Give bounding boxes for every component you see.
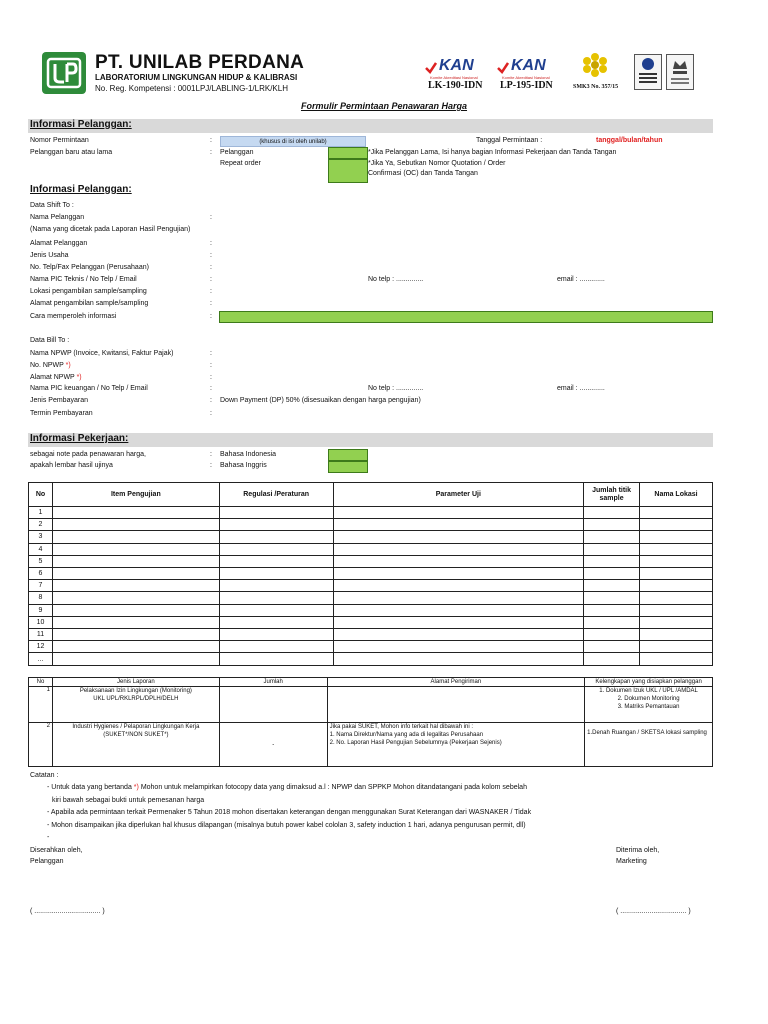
label-finance-pic: Nama PIC keuangan / No Telp / Email: [30, 385, 148, 392]
handed-by-label: Diserahkan oleh,: [30, 847, 83, 854]
smk3-number: SMK3 No. 357/15: [573, 84, 619, 90]
table-row: [29, 653, 713, 666]
test-items-body: [29, 507, 713, 666]
colon: :: [210, 264, 212, 271]
kan-code-2: LP-195-IDN: [500, 80, 553, 91]
regulation-cell[interactable]: [219, 543, 333, 555]
note-old-customer: *Jika Pelanggan Lama, Isi hanya bagian Informasi Pekerjaan dan Tanda Tangan: [368, 149, 617, 156]
col-no: No: [29, 483, 53, 507]
colon: :: [210, 214, 212, 221]
report-table: [28, 677, 713, 767]
col-quantity: Jumlah: [219, 678, 327, 687]
test-item-cell[interactable]: [52, 641, 219, 653]
note-1-text-b: Mohon untuk melampirkan fotocopy data yang dimaksud a.l : NPWP dan SPPKP Mohon ditandatangani pada kolom sebelah: [140, 784, 527, 791]
colon: :: [210, 451, 212, 458]
check-icon: [425, 62, 437, 74]
label-customer-type: Pelanggan baru atau lama: [30, 149, 113, 156]
regulation-cell[interactable]: [219, 555, 333, 567]
option-repeat-order: Repeat order: [220, 160, 261, 167]
received-by-role: Marketing: [616, 858, 647, 865]
colon: :: [210, 276, 212, 283]
regulation-cell[interactable]: [219, 653, 333, 666]
colon: :: [210, 288, 212, 295]
table-row: [29, 641, 713, 653]
section-title-customer-info: Informasi Pelanggan:: [30, 184, 132, 195]
row-no: 6: [29, 567, 53, 579]
company-name: PT. UNILAB PERDANA: [95, 52, 305, 73]
test-item-cell[interactable]: [52, 592, 219, 604]
location-cell[interactable]: [640, 580, 713, 592]
check-icon: [497, 62, 509, 74]
report-type-line: (SUKET*/NON SUKET*): [103, 732, 169, 738]
finance-pic-email[interactable]: email : .............: [557, 385, 605, 392]
row-no: 4: [29, 543, 53, 555]
kan-sub-1: Komite Akreditasi Nasional: [430, 75, 478, 80]
info-source-field[interactable]: [219, 311, 713, 323]
received-by-label: Diterima oleh,: [616, 847, 660, 854]
row-no: 9: [29, 604, 53, 616]
regulation-cell[interactable]: [219, 616, 333, 628]
requirement-line: 1.Denah Ruangan / SKETSA lokasi sampling: [587, 730, 707, 736]
row-no: 7: [29, 580, 53, 592]
test-item-cell[interactable]: [52, 507, 219, 519]
col-customer-requirements: Kelengkapan yang disiapkan pelanggan: [585, 678, 713, 687]
table-row: [29, 628, 713, 640]
parameter-cell[interactable]: [333, 653, 584, 666]
sample-points-cell[interactable]: [584, 519, 640, 531]
parameter-cell[interactable]: [333, 592, 584, 604]
test-item-cell[interactable]: [52, 580, 219, 592]
label-business-type: Jenis Usaha: [30, 252, 69, 259]
note-confirmation: Confirmasi (OC) dan Tanda Tangan: [368, 170, 478, 177]
colon: :: [210, 350, 212, 357]
request-date-field[interactable]: tanggal/bulan/tahun: [596, 137, 663, 144]
checkbox-repeat-order[interactable]: [328, 159, 368, 183]
request-number-hint: (khusus di isi oleh unilab): [259, 139, 327, 145]
row-no: 2: [29, 519, 53, 531]
parameter-cell[interactable]: [333, 507, 584, 519]
regulation-cell[interactable]: [219, 567, 333, 579]
company-logo-icon: [42, 52, 86, 94]
test-item-cell[interactable]: [52, 543, 219, 555]
sample-points-cell[interactable]: [584, 604, 640, 616]
label-company-phone: No. Telp/Fax Pelanggan (Perusahaan): [30, 264, 149, 271]
label-sampling-address: Alamat pengambilan sample/sampling: [30, 300, 149, 307]
sample-points-cell[interactable]: [584, 616, 640, 628]
label-sampling-location: Lokasi pengambilan sample/sampling: [30, 288, 147, 295]
test-item-cell[interactable]: [52, 628, 219, 640]
checkbox-indonesian[interactable]: [328, 449, 368, 461]
regulation-cell[interactable]: [219, 592, 333, 604]
row-no: 12: [29, 641, 53, 653]
table-row: [29, 531, 713, 543]
row-no: 3: [29, 531, 53, 543]
note-3: - Mohon disampaikan jika diperlukan hal khusus dilapangan (misalnya butuh power kabel cololan 3, safety induction 1 hari, adanya pengurusan permit, dll): [47, 822, 526, 829]
sample-points-cell[interactable]: [584, 653, 640, 666]
checkbox-english[interactable]: [328, 461, 368, 473]
parameter-cell[interactable]: [333, 519, 584, 531]
colon: :: [210, 240, 212, 247]
requirement-line: 3. Matriks Pemantauan: [617, 704, 680, 710]
technical-pic-email[interactable]: email : .............: [557, 276, 605, 283]
col-regulation: Regulasi /Peraturan: [219, 483, 333, 507]
table-row: [29, 604, 713, 616]
colon: :: [210, 362, 212, 369]
parameter-cell[interactable]: [333, 641, 584, 653]
ukas-seal: [666, 54, 694, 90]
requirements-cell: [585, 723, 713, 767]
location-cell[interactable]: [640, 604, 713, 616]
label-npwp-address: [30, 374, 82, 381]
test-item-cell[interactable]: [52, 531, 219, 543]
test-item-cell[interactable]: [52, 567, 219, 579]
npwp-address-text: Alamat NPWP: [30, 374, 75, 381]
parameter-cell[interactable]: [333, 580, 584, 592]
location-cell[interactable]: [640, 628, 713, 640]
table-row: [29, 555, 713, 567]
option-english: Bahasa Inggris: [220, 462, 267, 469]
label-ship-to: Data Shift To :: [30, 202, 74, 209]
location-cell[interactable]: [640, 641, 713, 653]
request-number-field[interactable]: [220, 136, 366, 147]
location-cell[interactable]: [640, 653, 713, 666]
label-language-q2: apakah lembar hasil ujinya: [30, 462, 113, 469]
address-line: 2. No. Laporan Hasil Pengujian Sebelumnya (Pekerjaan Sejenis): [329, 740, 502, 746]
checkbox-customer[interactable]: [328, 147, 368, 159]
address-cell[interactable]: [327, 687, 585, 723]
table-row: [29, 519, 713, 531]
requirements-cell: [585, 687, 713, 723]
col-test-item: Item Pengujian: [52, 483, 219, 507]
label-technical-pic: Nama PIC Teknis / No Telp / Email: [30, 276, 137, 283]
regulation-cell[interactable]: [219, 531, 333, 543]
colon: :: [210, 313, 212, 320]
label-customer-name: Nama Pelanggan: [30, 214, 85, 221]
sample-points-cell[interactable]: [584, 555, 640, 567]
test-item-cell[interactable]: [52, 519, 219, 531]
row-no: 10: [29, 616, 53, 628]
requirement-line: 2. Dokumen Monitoring: [617, 696, 680, 702]
option-customer: Pelanggan: [220, 149, 254, 156]
npwp-number-text: No. NPWP: [30, 362, 64, 369]
kan-brand-2: KAN: [510, 57, 546, 74]
label-payment-term: Termin Pembayaran: [30, 410, 93, 417]
table-row: [29, 723, 713, 767]
row-no: 8: [29, 592, 53, 604]
location-cell[interactable]: [640, 555, 713, 567]
regulation-cell[interactable]: [219, 519, 333, 531]
col-location: Nama Lokasi: [640, 483, 713, 507]
section-title-job: Informasi Pekerjaan:: [30, 433, 129, 444]
note-quotation: *Jika Ya, Sebutkan Nomor Quotation / Order: [368, 160, 506, 167]
table-row: [29, 580, 713, 592]
kan-sub-2: Komite Akreditasi Nasional: [502, 75, 550, 80]
section-bar-job: [28, 433, 713, 447]
kan-logo-1: [425, 57, 474, 75]
table-row: [29, 543, 713, 555]
parameter-cell[interactable]: [333, 616, 584, 628]
iso-seal: [634, 54, 662, 90]
label-info-source: Cara memperoleh informasi: [30, 313, 117, 320]
test-item-cell[interactable]: [52, 616, 219, 628]
row-no: ...: [29, 653, 53, 666]
section-title-customer: Informasi Pelanggan:: [30, 119, 132, 130]
colon: :: [210, 462, 212, 469]
note-4: -: [47, 834, 50, 841]
table-row: [29, 507, 713, 519]
required-mark: *): [76, 374, 82, 381]
address-line: Jika pakai SUKET, Mohon info terkait hal dibawah ini :: [329, 724, 474, 730]
location-cell[interactable]: [640, 519, 713, 531]
label-language-q1: sebagai note pada penawaran harga,: [30, 451, 146, 458]
test-items-table: [28, 482, 713, 666]
label-npwp-number: [30, 362, 71, 369]
test-item-cell[interactable]: [52, 604, 219, 616]
payment-type-value: Down Payment (DP) 50% (disesuaikan dengan harga pengujian): [220, 397, 421, 404]
required-mark: *): [133, 784, 139, 791]
label-payment-type: Jenis Pembayaran: [30, 397, 88, 404]
table-row: [29, 592, 713, 604]
report-type-line: UKL UPL/RKLRPL/DPLH/DELH: [93, 696, 179, 702]
col-shipping-address: Alamat Pengiriman: [327, 678, 585, 687]
location-cell[interactable]: [640, 616, 713, 628]
report-type-cell: [52, 723, 219, 767]
customer-signature-line[interactable]: ( .................................. ): [30, 908, 105, 915]
address-line: 1. Nama Direktur/Nama yang ada di legalitas Perusahaan: [329, 732, 484, 738]
crown-badge-icon: [667, 55, 693, 89]
marketing-signature-line[interactable]: ( .................................. ): [616, 908, 691, 915]
parameter-cell[interactable]: [333, 531, 584, 543]
iso-badge-icon: [635, 55, 661, 89]
required-mark: *): [65, 362, 71, 369]
sample-points-cell[interactable]: [584, 628, 640, 640]
regulation-cell[interactable]: [219, 507, 333, 519]
regulation-cell[interactable]: [219, 580, 333, 592]
row-no: 1: [29, 507, 53, 519]
quantity-cell[interactable]: -: [219, 723, 327, 767]
regulation-cell[interactable]: [219, 641, 333, 653]
colon: :: [210, 137, 212, 144]
label-customer-name-note: (Nama yang dicetak pada Laporan Hasil Pengujian): [30, 226, 191, 233]
parameter-cell[interactable]: [333, 543, 584, 555]
kan-logo-2: [497, 57, 546, 75]
table-row: [29, 687, 713, 723]
technical-pic-phone[interactable]: No telp : ..............: [368, 276, 424, 283]
colon: :: [210, 252, 212, 259]
col-parameter: Parameter Uji: [333, 483, 584, 507]
row-no: 1: [29, 687, 53, 723]
label-customer-address: Alamat Pelanggan: [30, 240, 88, 247]
parameter-cell[interactable]: [333, 567, 584, 579]
table-row: [29, 567, 713, 579]
note-2: - Apabila ada permintaan terkait Permenaker 5 Tahun 2018 mohon disertakan keterangan dengan menggunakan Surat Keterangan dari WASNAKER / Tidak: [47, 809, 532, 816]
test-item-cell[interactable]: [52, 653, 219, 666]
colon: :: [210, 397, 212, 404]
handed-by-role: Pelanggan: [30, 858, 64, 865]
row-no: 2: [29, 723, 53, 767]
kan-code-1: LK-190-IDN: [428, 80, 483, 91]
location-cell[interactable]: [640, 543, 713, 555]
notes-title: Catatan :: [30, 772, 59, 779]
lab-name: LABORATORIUM LINGKUNGAN HIDUP & KALIBRASI: [95, 73, 298, 82]
sample-points-cell[interactable]: [584, 507, 640, 519]
row-no: 5: [29, 555, 53, 567]
parameter-cell[interactable]: [333, 555, 584, 567]
col-sample-points: Jumlah titik sample: [584, 483, 640, 507]
sample-points-cell[interactable]: [584, 543, 640, 555]
quantity-cell[interactable]: [219, 687, 327, 723]
colon: :: [210, 300, 212, 307]
col-report-type: Jenis Laporan: [52, 678, 219, 687]
report-type-line: Industri Hygienes / Pelaporan Lingkungan Kerja: [72, 724, 200, 730]
note-1: [47, 784, 527, 791]
label-npwp-name: Nama NPWP (Invoice, Kwitansi, Faktur Pajak): [30, 350, 174, 357]
colon: :: [210, 149, 212, 156]
address-cell[interactable]: [327, 723, 585, 767]
option-indonesian: Bahasa Indonesia: [220, 451, 277, 458]
parameter-cell[interactable]: [333, 628, 584, 640]
sample-points-cell[interactable]: [584, 531, 640, 543]
location-cell[interactable]: [640, 507, 713, 519]
smk3-emblem: [582, 52, 608, 84]
company-logo: [42, 52, 86, 94]
sample-points-cell[interactable]: [584, 641, 640, 653]
note-1-text: - Untuk data yang bertanda: [47, 784, 132, 791]
regulation-cell[interactable]: [219, 604, 333, 616]
label-request-number: Nomor Permintaan: [30, 137, 89, 144]
test-item-cell[interactable]: [52, 555, 219, 567]
report-type-cell: [52, 687, 219, 723]
regulation-cell[interactable]: [219, 628, 333, 640]
colon: :: [210, 410, 212, 417]
report-type-line: Pelaksanaan Izin Lingkungan (Monitoring): [79, 688, 192, 694]
location-cell[interactable]: [640, 592, 713, 604]
finance-pic-phone[interactable]: No telp : ..............: [368, 385, 424, 392]
row-no: 11: [29, 628, 53, 640]
colon: :: [210, 385, 212, 392]
flower-emblem-icon: [582, 52, 608, 82]
form-title: Formulir Permintaan Penawaran Harga: [300, 101, 468, 111]
note-1-cont: kiri bawah sebagai bukti untuk pemesanan harga: [52, 797, 205, 804]
table-row: [29, 616, 713, 628]
label-bill-to: Data Bill To :: [30, 337, 70, 344]
parameter-cell[interactable]: [333, 604, 584, 616]
location-cell[interactable]: [640, 567, 713, 579]
kan-brand-1: KAN: [438, 57, 474, 74]
sample-points-cell[interactable]: [584, 567, 640, 579]
label-request-date: Tanggal Permintaan :: [476, 137, 543, 144]
col-no: No: [29, 678, 53, 687]
requirement-line: 1. Dokumen Izuk UKL / UPL /AMDAL: [599, 688, 698, 694]
sample-points-cell[interactable]: [584, 592, 640, 604]
location-cell[interactable]: [640, 531, 713, 543]
sample-points-cell[interactable]: [584, 580, 640, 592]
colon: :: [210, 374, 212, 381]
registration-number: No. Reg. Kompetensi : 0001LPJ/LABLING-1/LRK/KLH: [95, 84, 288, 93]
